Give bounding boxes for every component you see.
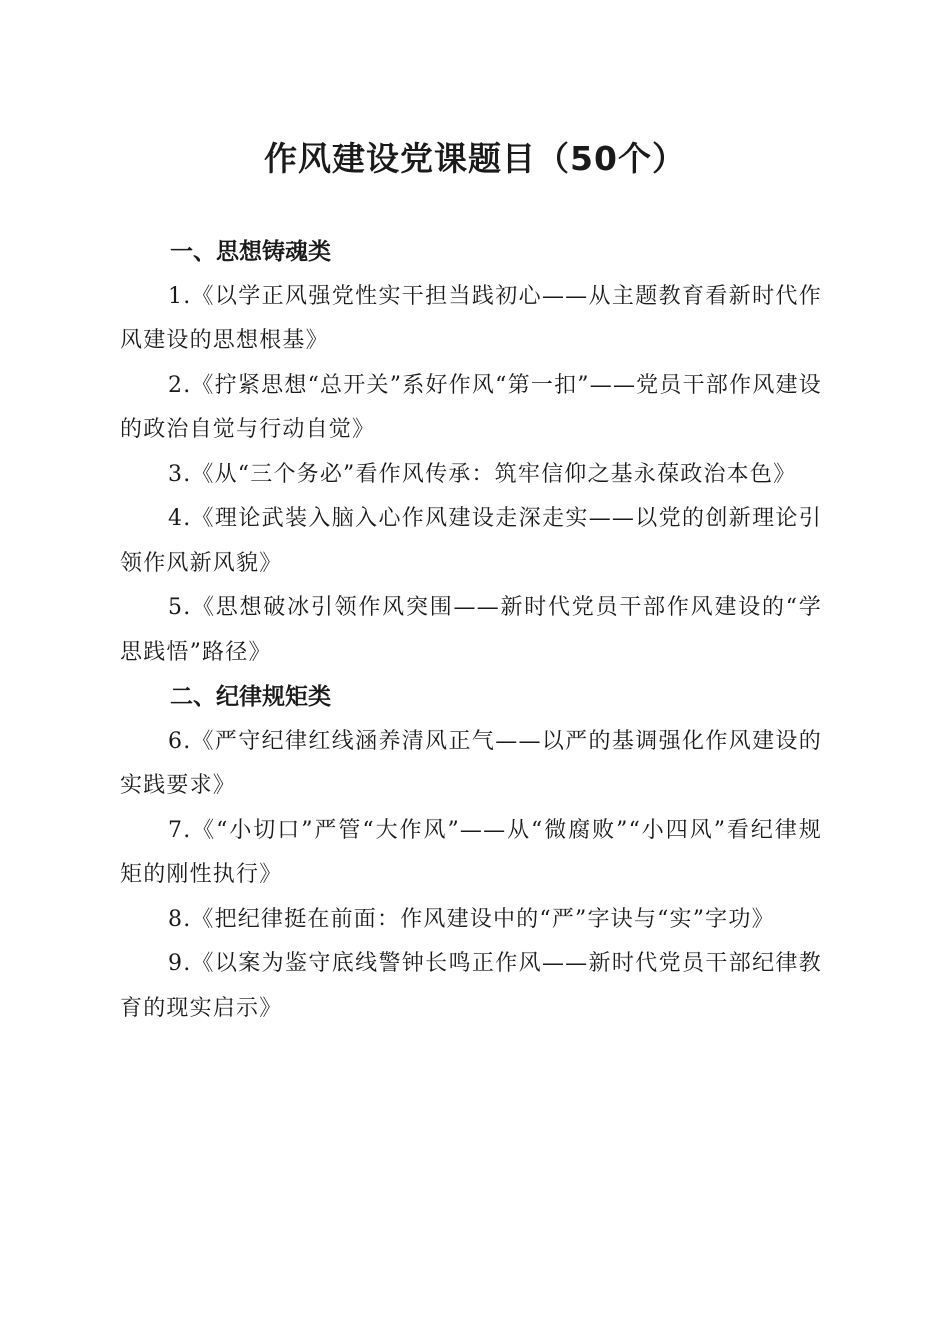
list-item: 8.《把纪律挺在前面：作风建设中的“严”字诀与“实”字功》 <box>168 906 775 932</box>
list-item: 3.《从“三个务必”看作风传承：筑牢信仰之基永葆政治本色》 <box>168 461 797 487</box>
list-item: 2.《拧紧思想“总开关”系好作风“第一扣”——党员干部作风建设的政治自觉与行动自觉》 <box>120 372 822 442</box>
list-item: 5.《思想破冰引领作风突围——新时代党员干部作风建设的“学思践悟”路径》 <box>120 595 822 665</box>
list-item: 1.《以学正风强党性实干担当践初心——从主题教育看新时代作风建设的思想根基》 <box>120 283 822 353</box>
section-heading: 一、思想铸魂类 <box>170 239 331 265</box>
section-discipline <box>120 675 822 1031</box>
section-heading: 二、纪律规矩类 <box>170 684 331 710</box>
section-ideology <box>120 230 822 675</box>
list-item: 7.《“小切口”严管“大作风”——从“微腐败”“小四风”看纪律规矩的刚性执行》 <box>120 817 822 887</box>
list-item: 9.《以案为鉴守底线警钟长鸣正作风——新时代党员干部纪律教育的现实启示》 <box>120 951 822 1021</box>
page-title: 作风建设党课题目（50个） <box>264 139 686 178</box>
document-body <box>120 230 822 1031</box>
list-item: 6.《严守纪律红线涵养清风正气——以严的基调强化作风建设的实践要求》 <box>120 728 822 798</box>
list-item: 4.《理论武装入脑入心作风建设走深走实——以党的创新理论引领作风新风貌》 <box>120 506 822 576</box>
